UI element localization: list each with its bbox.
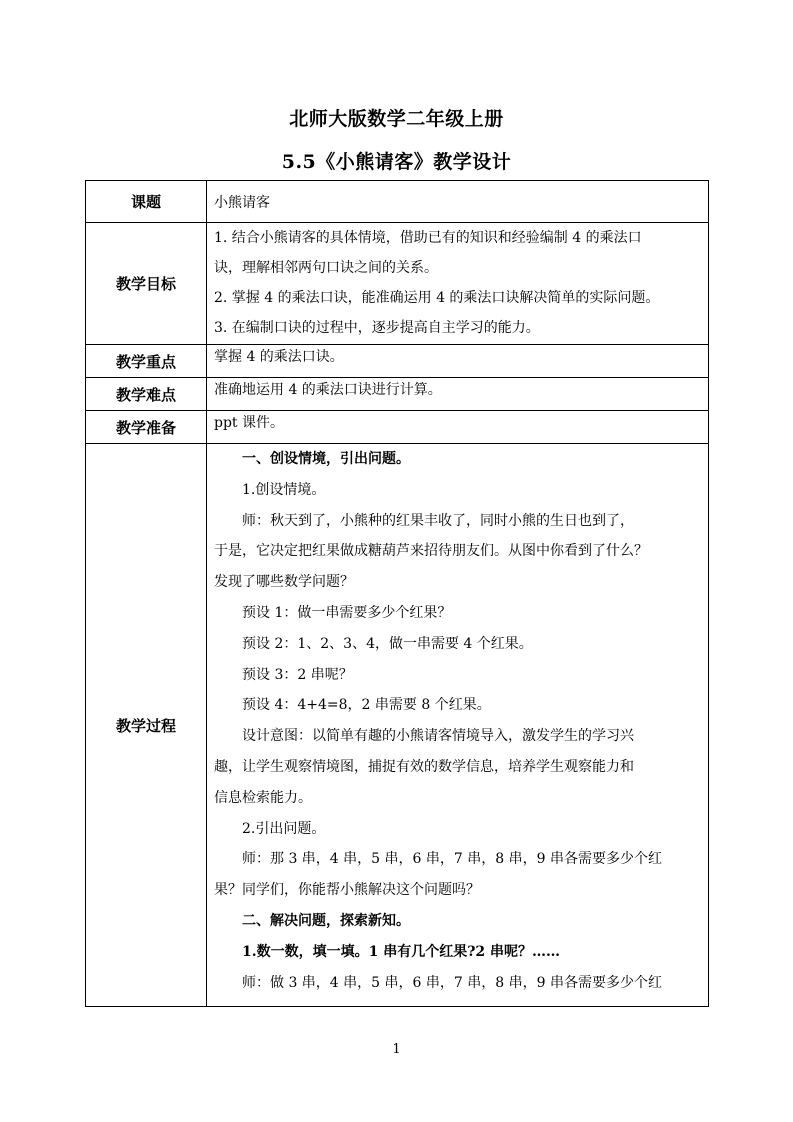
step-heading: 1.创设情境。	[242, 481, 326, 498]
table-row-difficulty	[86, 378, 709, 411]
section-heading: 二、解决问题，探索新知。	[242, 912, 410, 929]
goal-line: 3. 在编制口诀的过程中，逐步提高自主学习的能力。	[214, 320, 540, 336]
paragraph-line: 师：做 3 串，4 串，5 串，6 串，7 串，8 串，9 串各需要多少个红	[242, 974, 662, 991]
sub-heading: 1.数一数，填一填。1 串有几个红果?2 串呢？……	[242, 943, 561, 960]
page-number: 1	[392, 1042, 401, 1057]
section-heading: 一、创设情境，引出问题。	[242, 451, 410, 467]
document-title: 北师大版数学二年级上册	[289, 108, 504, 130]
table-row-preparation	[86, 411, 709, 444]
table-row-topic	[86, 181, 709, 223]
preparation-content: ppt 课件。	[207, 411, 709, 444]
goals-content	[207, 223, 709, 345]
preparation-label: 教学准备	[86, 411, 207, 444]
topic-label: 课题	[86, 181, 207, 223]
table-row-process	[86, 444, 709, 1007]
process-content	[207, 444, 709, 1007]
paragraph-line: 趣，让学生观察情境图，捕捉有效的数学信息，培养学生观察能力和	[214, 758, 634, 775]
paragraph-line: 信息检索能力。	[214, 789, 312, 806]
difficulty-content: 准确地运用 4 的乘法口诀进行计算。	[207, 378, 709, 411]
paragraph-line: 设计意图：以简单有趣的小熊请客情境导入，激发学生的学习兴	[242, 728, 634, 745]
paragraph-line: 于是，它决定把红果做成糖葫芦来招待朋友们。从图中你看到了什么？	[214, 543, 648, 560]
paragraph-line: 师：秋天到了，小熊种的红果丰收了，同时小熊的生日也到了，	[242, 512, 634, 529]
process-label: 教学过程	[86, 444, 207, 1007]
key-point-label: 教学重点	[86, 345, 207, 378]
lesson-plan-table	[85, 180, 709, 1007]
topic-content: 小熊请客	[207, 181, 709, 223]
table-row-goals	[86, 223, 709, 345]
paragraph-line: 师：那 3 串，4 串，5 串，6 串，7 串，8 串，9 串各需要多少个红	[242, 851, 662, 868]
preset-line: 预设 4：4+4=8，2 串需要 8 个红果。	[242, 697, 491, 714]
preset-line: 预设 3：2 串呢？	[242, 666, 353, 683]
paragraph-line: 发现了哪些数学问题？	[214, 574, 354, 591]
preset-line: 预设 1：做一串需要多少个红果？	[242, 604, 452, 621]
table-row-key-point	[86, 345, 709, 378]
key-point-content: 掌握 4 的乘法口诀。	[207, 345, 709, 378]
goal-line: 1. 结合小熊请客的具体情境，借助已有的知识和经验编制 4 的乘法口	[214, 230, 642, 246]
document-subtitle: 5.5《小熊请客》教学设计	[281, 151, 512, 173]
goal-line: 诀，理解相邻两句口诀之间的关系。	[214, 260, 438, 276]
difficulty-label: 教学难点	[86, 378, 207, 411]
goal-line: 2. 掌握 4 的乘法口诀，能准确运用 4 的乘法口诀解决简单的实际问题。	[214, 290, 660, 306]
step-heading: 2.引出问题。	[242, 820, 326, 837]
preset-line: 预设 2：1、2、3、4，做一串需要 4 个红果。	[242, 635, 533, 652]
paragraph-line: 果？同学们，你能帮小熊解决这个问题吗？	[214, 882, 480, 899]
goals-label: 教学目标	[86, 223, 207, 345]
